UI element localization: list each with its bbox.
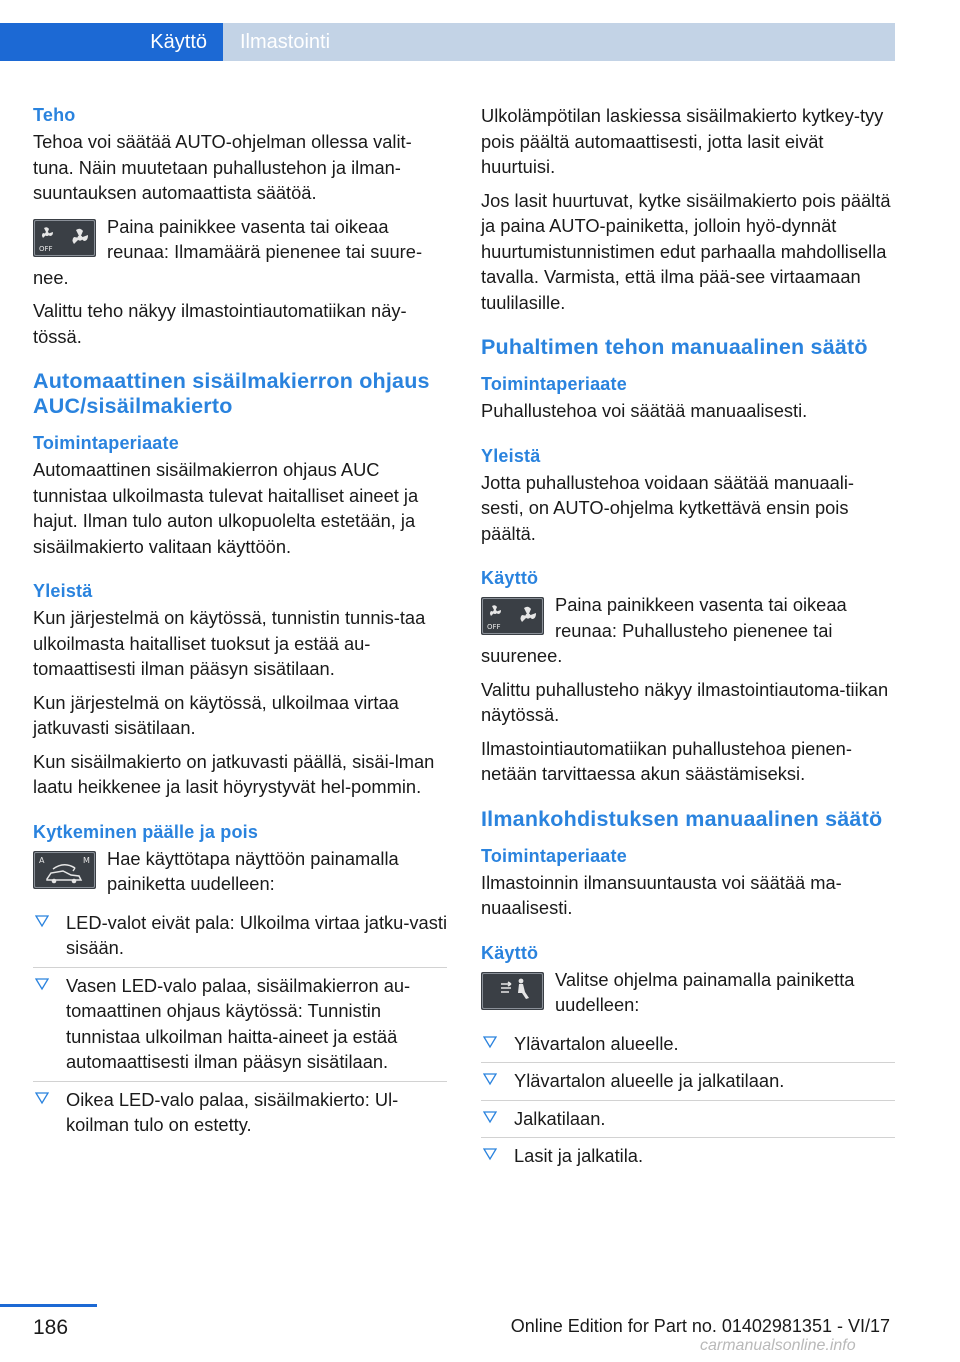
auc-general-paragraph-2: Kun järjestelmä on käytössä, ulkoilmaa virtaa jatkuvasti sisätilaan.: [33, 691, 399, 738]
teho-paragraph: Tehoa voi säätää AUTO-ohjelman ollessa valit-tuna. Näin muutetaan puhallustehon ja ilman-suuntauksen automaattista säätöä.: [33, 131, 412, 203]
blower-principle-heading: Toimintaperiaate: [481, 374, 627, 394]
list-item: LED-valot eivät pala: Ulkoilma virtaa jatku-vasti sisään.: [33, 905, 447, 968]
fan-off-button-icon: [481, 597, 544, 635]
list-item: Oikea LED-valo palaa, sisäilmakierto: Ul-koilman tulo on estetty.: [33, 1082, 447, 1144]
list-item: Jalkatilaan.: [481, 1101, 895, 1139]
airdist-principle-heading: Toimintaperiaate: [481, 845, 627, 866]
triangle-bullet-icon: [483, 1072, 497, 1086]
blower-paragraph-2: Valittu puhallusteho näkyy ilmastointiautoma-tiikan näytössä.: [481, 678, 889, 725]
left-column: [33, 103, 447, 1144]
airdist-icon-paragraph: [481, 967, 895, 1018]
onoff-icon-text: Hae käyttötapa näyttöön painamalla painiketta uudelleen:: [107, 847, 399, 894]
teho-heading: Teho: [33, 105, 76, 125]
blower-icon-text: Paina painikkeen vasenta tai oikeaa reunaa: Puhallusteho pienenee tai suurenee.: [481, 594, 847, 666]
list-item: Ylävartalon alueelle.: [481, 1026, 895, 1064]
right-column: [481, 103, 895, 1175]
auc-general-paragraph-3: Kun sisäilmakierto on jatkuvasti päällä, sisäi-lman laatu heikkenee ja lasit höyrystyvät hel-pommin.: [33, 750, 435, 797]
page-header: [0, 0, 895, 62]
airdist-heading: Ilmankohdistuksen manuaalinen säätö: [481, 806, 883, 831]
edition-text: Online Edition for Part no. 01402981351 - VI/17: [510, 1316, 890, 1336]
watermark-text: carmanualsonline.info: [700, 1337, 856, 1354]
page-number: 186: [33, 1316, 69, 1339]
blower-general-paragraph: Jotta puhallustehoa voidaan säätää manuaali-sesti, on AUTO-ohjelma kytkettävä ensin pois päältä.: [481, 471, 854, 544]
blower-principle-paragraph: Puhallustehoa voi säätää manuaalisesti.: [481, 400, 808, 421]
blower-paragraph-3: Ilmastointiautomatiikan puhallustehoa pienen-netään tarvittaessa akun säästämiseksi.: [481, 737, 852, 784]
list-item: Vasen LED-valo palaa, sisäilmakierron au-tomaattinen ohjaus käytössä: Tunnistin tunnistaa ulkoilman haitta-aineet ja estää automaattisesti ilman pääsyn sisätilaan.: [33, 968, 447, 1082]
fan-off-button-icon: [33, 219, 96, 257]
list-item: Lasit ja jalkatila.: [481, 1138, 895, 1175]
airdist-principle-paragraph: Ilmastoinnin ilmansuuntausta voi säätää ma-nuaalisesti.: [481, 871, 842, 918]
header-topic-tab: Ilmastointi: [240, 31, 331, 53]
icon-m-label: M: [83, 855, 90, 865]
air-recirculation-button-icon: [33, 851, 96, 889]
airdist-bullet-list: [481, 1026, 895, 1175]
icon-off-label: OFF: [39, 244, 53, 253]
blower-general-heading: Yleistä: [481, 445, 541, 466]
auc-principle-heading: Toimintaperiaate: [33, 433, 179, 453]
auc-principle-paragraph: Automaattinen sisäilmakierron ohjaus AUC tunnistaa ulkoilmasta tulevat haitalliset aineet ja hajut. Ilman tulo auton ulkopuolelta estetään, ja sisäilmakierto valitaan käyttöön.: [33, 459, 419, 557]
teho-paragraph-2: Valittu teho näkyy ilmastointiautomatiikan näy-tössä.: [33, 300, 407, 347]
recirc-paragraph-1: Ulkolämpötilan laskiessa sisäilmakierto kytkey-tyy pois päältä automaattisesti, jotta lasit eivät huurtuisi.: [481, 105, 884, 177]
onoff-heading: Kytkeminen päälle ja pois: [33, 821, 259, 842]
airdist-use-heading: Käyttö: [481, 942, 539, 963]
triangle-bullet-icon: [35, 977, 49, 991]
air-distribution-button-icon: [481, 972, 544, 1010]
triangle-bullet-icon: [483, 1035, 497, 1049]
onoff-icon-paragraph: [33, 846, 447, 897]
list-item: Ylävartalon alueelle ja jalkatilaan.: [481, 1063, 895, 1101]
footer-accent-line: [0, 1304, 97, 1307]
triangle-bullet-icon: [35, 1091, 49, 1105]
blower-heading: Puhaltimen tehon manuaalinen säätö: [481, 335, 868, 359]
triangle-bullet-icon: [35, 914, 49, 928]
auc-general-heading: Yleistä: [33, 581, 93, 601]
onoff-bullet-list: [33, 905, 447, 1144]
blower-use-heading: Käyttö: [481, 568, 539, 588]
triangle-bullet-icon: [483, 1147, 497, 1161]
auc-general-paragraph-1: Kun järjestelmä on käytössä, tunnistin tunnis-taa ulkoilmasta haitalliset tuoksut ja estää au-tomaattisesti ilman pääsyn sisätilaan.: [33, 607, 426, 679]
icon-a-label: A: [39, 855, 45, 865]
blower-icon-paragraph: [481, 592, 895, 669]
airdist-icon-text: Valitse ohjelma painamalla painiketta uudelleen:: [555, 968, 855, 1015]
auc-heading: Automaattinen sisäilmakierron ohjaus AUC/sisäilmakierto: [33, 369, 430, 418]
recirc-paragraph-2: Jos lasit huurtuvat, kytke sisäilmakierto pois päältä ja paina AUTO-painiketta, jolloin hyö-dynnät huurtumistunnistimen edut parhaalla mahdollisella tavalla. Varmista, että ilma pää-see virtaamaan tuulilasille.: [481, 189, 891, 313]
triangle-bullet-icon: [483, 1110, 497, 1124]
icon-off-label: OFF: [487, 623, 501, 631]
header-section-tab: Käyttö: [0, 23, 223, 61]
teho-icon-paragraph: [33, 214, 447, 291]
teho-icon-text: Paina painikkee vasenta tai oikeaa reunaa: Ilmamäärä pienenee tai suure-nee.: [33, 215, 423, 288]
